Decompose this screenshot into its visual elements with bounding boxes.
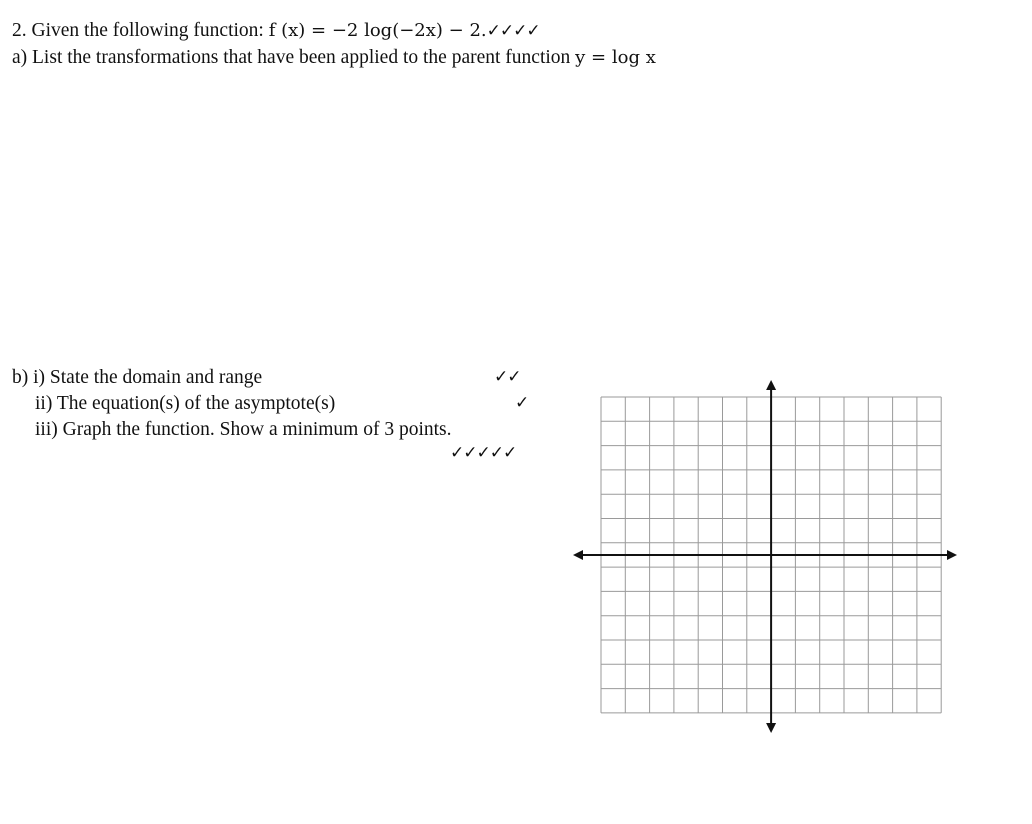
part-b-i-marks: ✓✓ [494,367,521,387]
function-marks: ✓✓✓✓ [486,21,540,41]
parent-function: y = log x [575,47,656,68]
part-b-iii-prompt: iii) Graph the function. Show a minimum of 3 points. [35,419,452,440]
question-2-intro: 2. Given the following function: [12,20,269,41]
part-a-text: a) List the transformations that have been applied to the parent function [12,47,576,68]
part-b-ii-marks: ✓ [515,393,529,413]
axes [573,380,957,733]
x-axis-right-arrow-icon [947,550,957,560]
y-axis-down-arrow-icon [766,723,776,733]
part-b-ii-prompt: ii) The equation(s) of the asymptote(s) [35,393,336,414]
part-b-i-prompt: b) i) State the domain and range [12,367,263,388]
function-expression: f (x) = −2 log(−2x) − 2. [268,20,487,41]
x-axis-left-arrow-icon [573,550,583,560]
y-axis-up-arrow-icon [766,380,776,390]
part-b-iii-marks: ✓✓✓✓✓ [450,443,517,463]
